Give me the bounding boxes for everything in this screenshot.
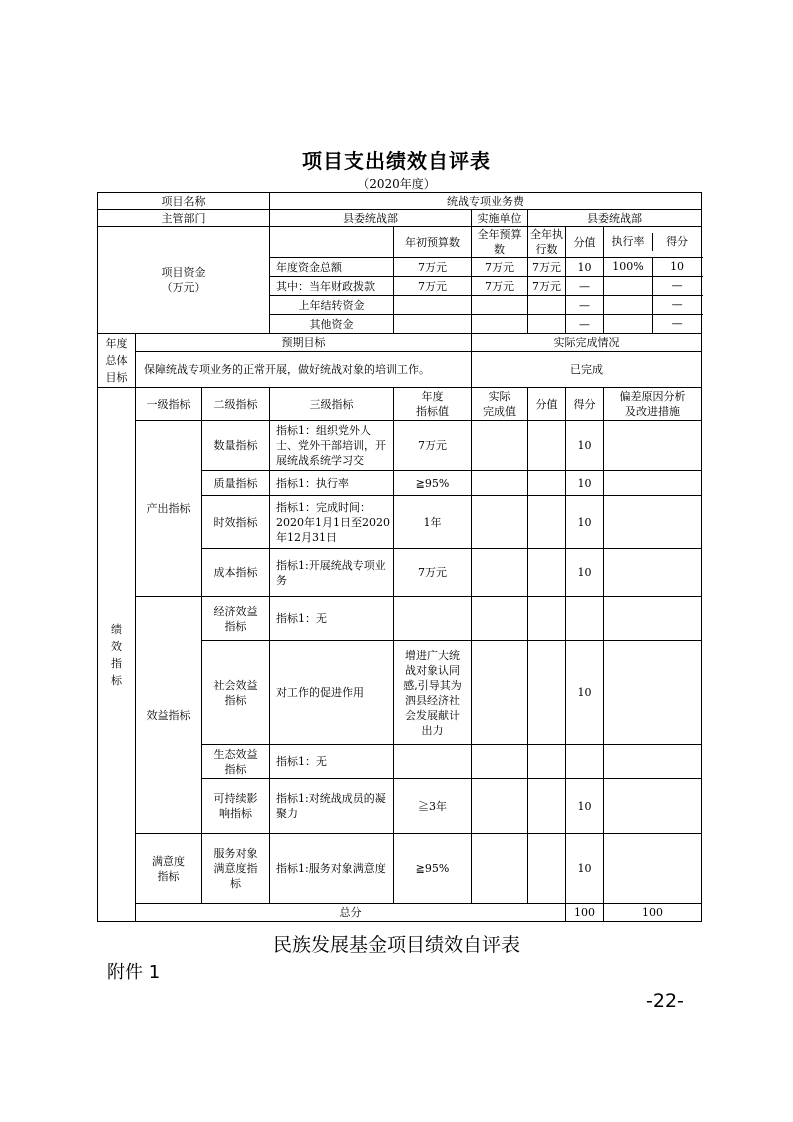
indicator-target: ≧95% [394, 471, 472, 496]
indicator-score [566, 745, 604, 779]
indicator-target: 1年 [394, 496, 472, 549]
funds-rate-score [604, 315, 702, 334]
indicator-analysis [604, 641, 702, 745]
goals-actual-text: 已完成 [472, 352, 702, 388]
indicator-l3: 指标1：完成时间：2020年1月1日至2020年12月31日 [270, 496, 394, 549]
funds-initial: 7万元 [394, 258, 472, 277]
indicator-actual [472, 779, 528, 834]
funds-executed [528, 315, 566, 334]
indicator-score-value [528, 779, 566, 834]
indicator-l3: 指标1：无 [270, 745, 394, 779]
funds-score-value: 10 [566, 258, 604, 277]
indicator-l3: 指标1:开展统战专项业务 [270, 549, 394, 597]
indicator-score: 10 [566, 834, 604, 904]
goals-expected-label: 预期目标 [136, 334, 472, 352]
indicator-target [394, 745, 472, 779]
funds-col-executed: 全年执行数 [528, 227, 566, 258]
total-score: 100 [604, 904, 702, 922]
indicator-target: 7万元 [394, 549, 472, 597]
funds-score-value: — [566, 315, 604, 334]
indicator-analysis [604, 597, 702, 641]
indicator-l2: 生态效益 指标 [202, 745, 270, 779]
funds-rate [604, 296, 653, 314]
indicator-actual [472, 641, 528, 745]
indicator-actual [472, 549, 528, 597]
indicator-l2: 服务对象 满意度指 标 [202, 834, 270, 904]
funds-col-score-value: 分值 [566, 227, 604, 258]
dept-label: 主管部门 [98, 210, 270, 227]
funds-row-label: 年度资金总额 [270, 258, 394, 277]
perf-header-l3: 三级指标 [270, 388, 394, 421]
funds-score: — [671, 279, 683, 292]
funds-col-rate: 执行率 [604, 233, 653, 251]
funds-rate-score [604, 296, 702, 315]
goals-expected-text: 保障统战专项业务的正常开展，做好统战对象的培训工作。 [136, 352, 472, 388]
funds-rate: 100% [604, 258, 653, 276]
total-score-value: 100 [566, 904, 604, 922]
perf-header-actual: 实际 完成值 [472, 388, 528, 421]
impl-unit-value: 县委统战部 [528, 210, 702, 227]
indicator-l3: 指标1：执行率 [270, 471, 394, 496]
goals-actual-label: 实际完成情况 [472, 334, 702, 352]
indicator-analysis [604, 549, 702, 597]
project-name-label: 项目名称 [98, 193, 270, 210]
funds-score-value: — [566, 296, 604, 315]
funds-label: 项目资金 （万元） [98, 227, 270, 334]
funds-score: 10 [670, 260, 685, 273]
perf-header-analysis: 偏差原因分析 及改进措施 [604, 388, 702, 421]
funds-rate [604, 277, 653, 295]
indicator-actual [472, 745, 528, 779]
indicator-score [566, 597, 604, 641]
indicator-analysis [604, 779, 702, 834]
funds-initial: 7万元 [394, 277, 472, 296]
impl-unit-label: 实施单位 [472, 210, 528, 227]
funds-annual [472, 315, 528, 334]
funds-score: — [671, 298, 683, 311]
indicator-score-value [528, 641, 566, 745]
funds-col-blank [270, 227, 394, 258]
funds-executed [528, 296, 566, 315]
funds-rate-score [604, 277, 702, 296]
indicator-score-value [528, 834, 566, 904]
funds-initial [394, 296, 472, 315]
funds-score: — [671, 317, 683, 330]
page-title: 项目支出绩效自评表 [302, 149, 491, 173]
indicator-target [394, 597, 472, 641]
output-label: 产出指标 [136, 421, 202, 597]
indicator-score-value [528, 745, 566, 779]
perf-header-score: 得分 [566, 388, 604, 421]
indicator-target: 增进广大统 战对象认同 感,引导其为 泗县经济社 会发展献计 出力 [394, 641, 472, 745]
indicator-analysis [604, 421, 702, 471]
indicator-actual [472, 597, 528, 641]
footer-title: 民族发展基金项目绩效自评表 [272, 934, 520, 956]
funds-col-annual: 全年预算数 [472, 227, 528, 258]
perf-header-target: 年度 指标值 [394, 388, 472, 421]
perf-header-score-value: 分值 [528, 388, 566, 421]
funds-col-rate-score [604, 227, 702, 258]
indicator-l2: 社会效益 指标 [202, 641, 270, 745]
indicator-analysis [604, 834, 702, 904]
funds-executed: 7万元 [528, 277, 566, 296]
funds-col-initial: 年初预算数 [394, 227, 472, 258]
funds-annual [472, 296, 528, 315]
indicator-actual [472, 471, 528, 496]
indicator-score-value [528, 471, 566, 496]
indicator-score: 10 [566, 496, 604, 549]
indicator-actual [472, 421, 528, 471]
indicator-analysis [604, 471, 702, 496]
funds-annual: 7万元 [472, 258, 528, 277]
indicator-score-value [528, 549, 566, 597]
indicator-score-value [528, 597, 566, 641]
indicator-target: ≧95% [394, 834, 472, 904]
page-number: -22- [646, 990, 684, 1012]
funds-annual: 7万元 [472, 277, 528, 296]
funds-executed: 7万元 [528, 258, 566, 277]
funds-row-label: 其他资金 [270, 315, 394, 334]
performance-table [97, 192, 702, 922]
indicator-l2: 成本指标 [202, 549, 270, 597]
indicator-l2: 可持续影 响指标 [202, 779, 270, 834]
perf-label: 绩 效 指 标 [98, 388, 136, 922]
benefit-label: 效益指标 [136, 597, 202, 834]
project-name-value: 统战专项业务费 [270, 193, 702, 210]
indicator-analysis [604, 745, 702, 779]
perf-header-l2: 二级指标 [202, 388, 270, 421]
funds-col-score: 得分 [666, 235, 689, 248]
indicator-score: 10 [566, 641, 604, 745]
indicator-l2: 经济效益 指标 [202, 597, 270, 641]
dept-value: 县委统战部 [270, 210, 472, 227]
perf-header-l1: 一级指标 [136, 388, 202, 421]
indicator-l3: 指标1:对统战成员的凝聚力 [270, 779, 394, 834]
funds-initial [394, 315, 472, 334]
goals-label: 年度 总体 目标 [98, 334, 136, 388]
indicator-score: 10 [566, 471, 604, 496]
indicator-l3: 对工作的促进作用 [270, 641, 394, 745]
page-subtitle: （2020年度） [357, 177, 436, 191]
indicator-score: 10 [566, 549, 604, 597]
satisfaction-label: 满意度 指标 [136, 834, 202, 904]
indicator-l2: 时效指标 [202, 496, 270, 549]
funds-score-value: — [566, 277, 604, 296]
indicator-l3: 指标1：无 [270, 597, 394, 641]
funds-rate [604, 315, 653, 333]
attachment-label: 附件 1 [107, 962, 161, 983]
indicator-l2: 质量指标 [202, 471, 270, 496]
indicator-score: 10 [566, 421, 604, 471]
indicator-target: ≧3年 [394, 779, 472, 834]
indicator-analysis [604, 496, 702, 549]
indicator-score-value [528, 496, 566, 549]
funds-row-label: 其中：当年财政拨款 [270, 277, 394, 296]
indicator-l2: 数量指标 [202, 421, 270, 471]
funds-row-label: 上年结转资金 [270, 296, 394, 315]
indicator-l3: 指标1:服务对象满意度 [270, 834, 394, 904]
indicator-score-value [528, 421, 566, 471]
funds-rate-score [604, 258, 702, 277]
indicator-target: 7万元 [394, 421, 472, 471]
indicator-actual [472, 834, 528, 904]
indicator-l3: 指标1：组织党外人士、党外干部培训，开展统战系统学习交 [270, 421, 394, 471]
total-label: 总分 [136, 904, 566, 922]
indicator-score: 10 [566, 779, 604, 834]
indicator-actual [472, 496, 528, 549]
